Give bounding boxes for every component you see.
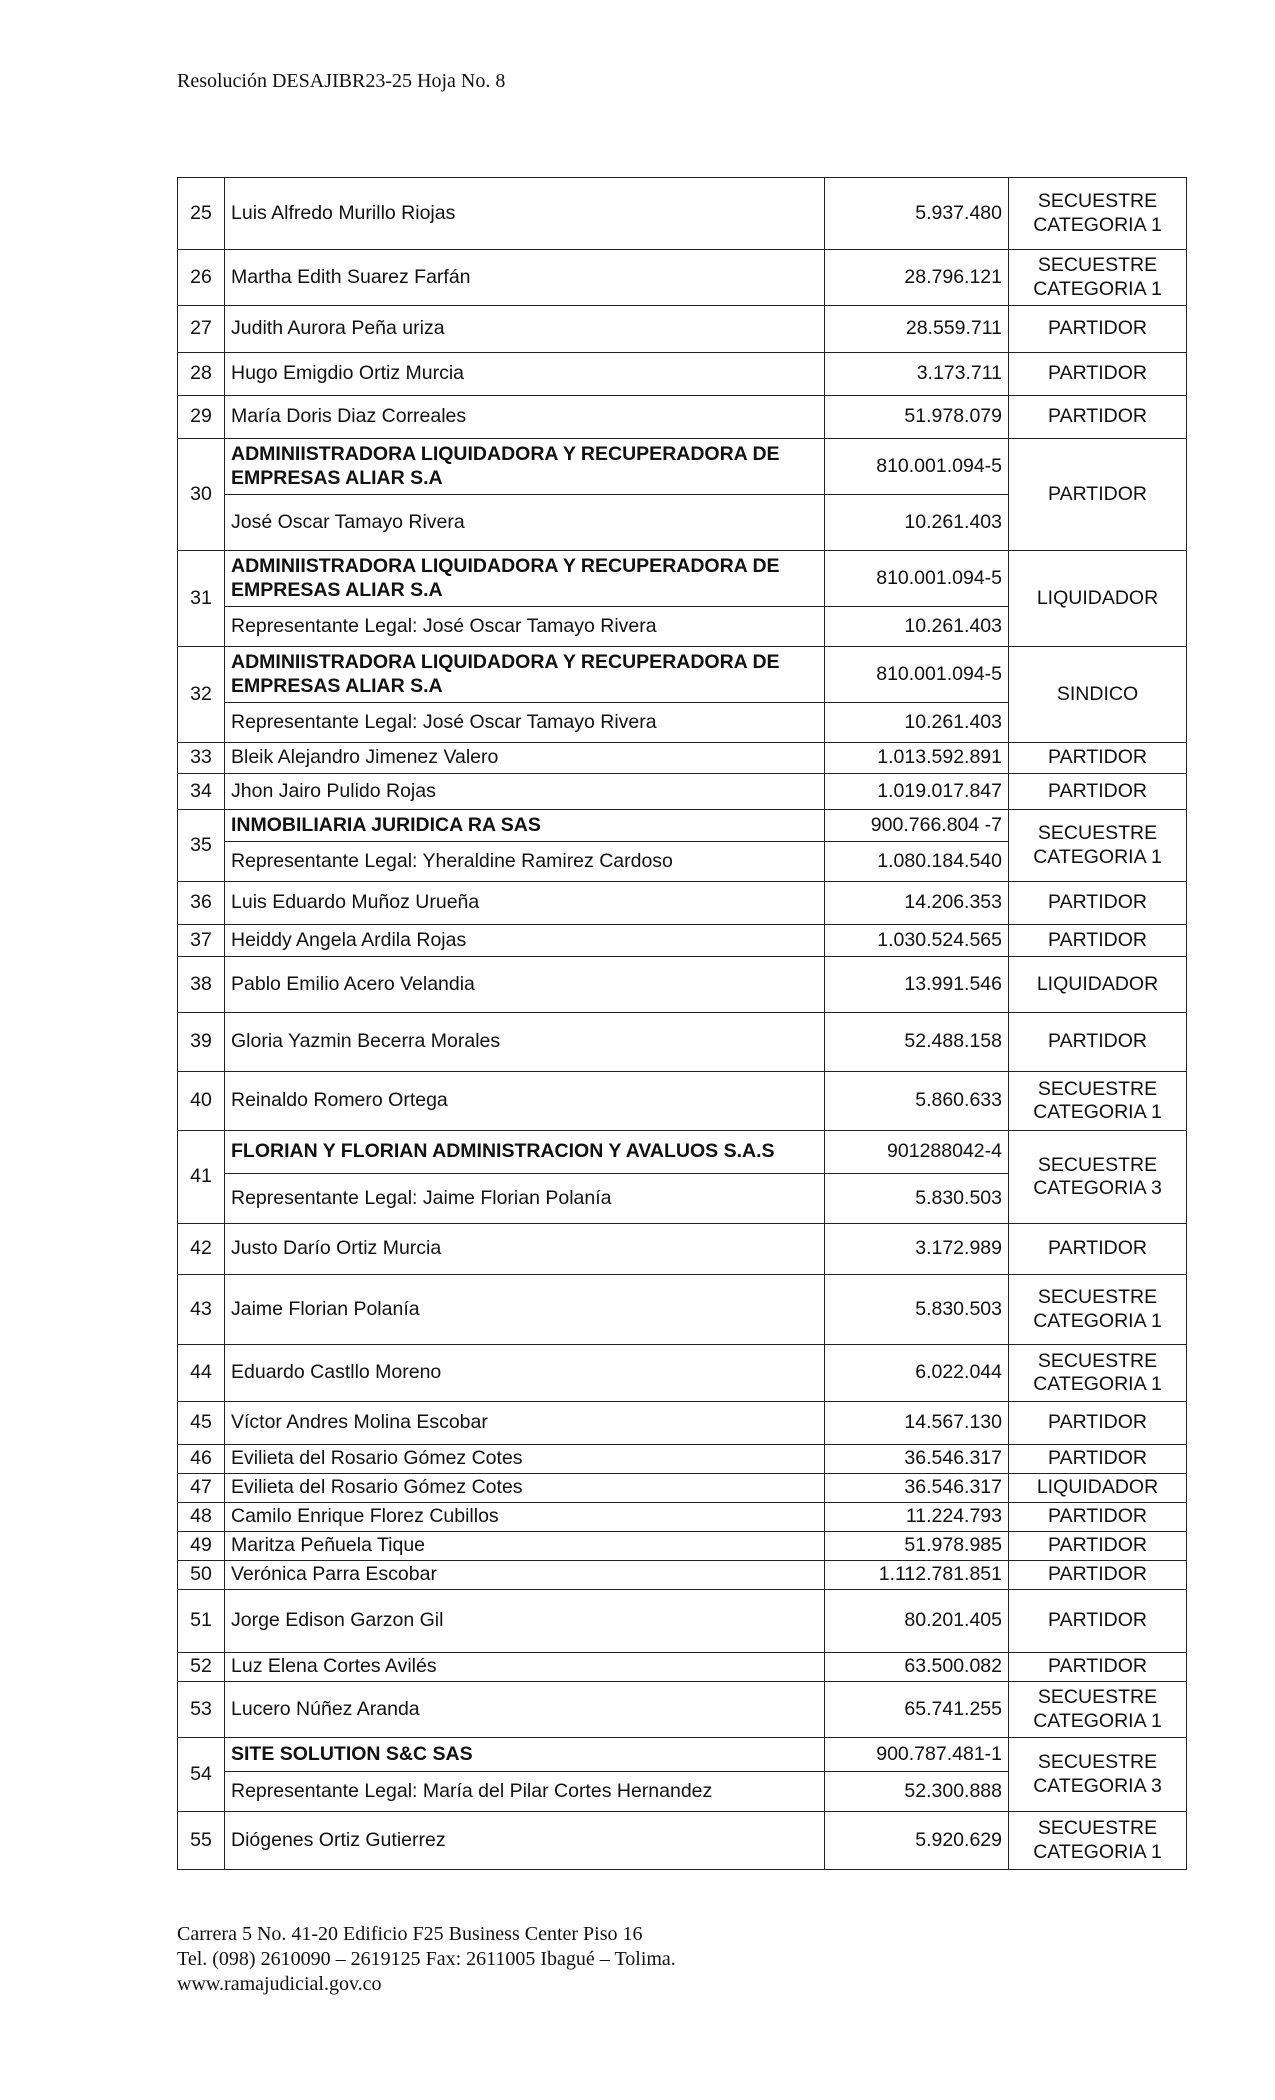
table-row	[178, 1072, 1187, 1131]
id-number: 36.546.317	[825, 1474, 1009, 1503]
role-cell: SECUESTRE CATEGORIA 1	[1009, 1812, 1187, 1870]
person-name: Camilo Enrique Florez Cubillos	[225, 1503, 825, 1532]
row-number: 49	[178, 1532, 225, 1561]
registry-table	[177, 177, 1187, 1870]
person-name: Heiddy Angela Ardila Rojas	[225, 925, 825, 957]
role-cell: SECUESTRE CATEGORIA 3	[1009, 1131, 1187, 1224]
id-number: 51.978.985	[825, 1532, 1009, 1561]
person-name: Diógenes Ortiz Gutierrez	[225, 1812, 825, 1870]
person-name: Jhon Jairo Pulido Rojas	[225, 774, 825, 810]
footer-address: Carrera 5 No. 41-20 Edificio F25 Business Center Piso 16	[177, 1923, 643, 1945]
row-number: 36	[178, 882, 225, 925]
person-name: Evilieta del Rosario Gómez Cotes	[225, 1445, 825, 1474]
id-number: 36.546.317	[825, 1445, 1009, 1474]
table-row	[178, 1131, 1187, 1174]
id-number: 28.796.121	[825, 250, 1009, 306]
table-row	[178, 925, 1187, 957]
id-number: 900.787.481-1	[825, 1738, 1009, 1772]
table-row	[178, 1445, 1187, 1474]
row-number: 37	[178, 925, 225, 957]
id-number: 14.206.353	[825, 882, 1009, 925]
company-name: INMOBILIARIA JURIDICA RA SAS	[225, 810, 825, 842]
id-number: 5.937.480	[825, 178, 1009, 250]
table-row	[178, 774, 1187, 810]
company-name: FLORIAN Y FLORIAN ADMINISTRACION Y AVALUOS S.A.S	[225, 1131, 825, 1174]
company-name: SITE SOLUTION S&C SAS	[225, 1738, 825, 1772]
row-number: 41	[178, 1131, 225, 1224]
row-number: 32	[178, 647, 225, 743]
person-name: Lucero Núñez Aranda	[225, 1682, 825, 1738]
row-number: 54	[178, 1738, 225, 1812]
id-number: 52.300.888	[825, 1772, 1009, 1812]
role-cell: LIQUIDADOR	[1009, 1474, 1187, 1503]
role-cell: PARTIDOR	[1009, 1561, 1187, 1590]
page-footer	[177, 1922, 676, 1997]
table-row	[178, 1738, 1187, 1772]
role-cell: SECUESTRE CATEGORIA 1	[1009, 1275, 1187, 1345]
row-number: 34	[178, 774, 225, 810]
table-row	[178, 1224, 1187, 1275]
table-row	[178, 1561, 1187, 1590]
person-name: José Oscar Tamayo Rivera	[225, 495, 825, 551]
role-cell: PARTIDOR	[1009, 1653, 1187, 1682]
table-row	[178, 1682, 1187, 1738]
person-name: Justo Darío Ortiz Murcia	[225, 1224, 825, 1275]
role-cell: SECUESTRE CATEGORIA 1	[1009, 1345, 1187, 1402]
id-number: 810.001.094-5	[825, 439, 1009, 495]
row-number: 25	[178, 178, 225, 250]
row-number: 51	[178, 1590, 225, 1653]
id-number: 1.030.524.565	[825, 925, 1009, 957]
table-row	[178, 1653, 1187, 1682]
row-number: 48	[178, 1503, 225, 1532]
role-cell: PARTIDOR	[1009, 1402, 1187, 1445]
registry-table-body	[178, 178, 1187, 1870]
person-name: Jorge Edison Garzon Gil	[225, 1590, 825, 1653]
id-number: 51.978.079	[825, 396, 1009, 439]
id-number: 63.500.082	[825, 1653, 1009, 1682]
row-number: 42	[178, 1224, 225, 1275]
row-number: 28	[178, 353, 225, 396]
row-number: 46	[178, 1445, 225, 1474]
role-cell: PARTIDOR	[1009, 353, 1187, 396]
table-row	[178, 647, 1187, 703]
id-number: 5.830.503	[825, 1174, 1009, 1224]
table-row	[178, 353, 1187, 396]
person-name: Maritza Peñuela Tique	[225, 1532, 825, 1561]
row-number: 44	[178, 1345, 225, 1402]
id-number: 1.019.017.847	[825, 774, 1009, 810]
row-number: 31	[178, 551, 225, 647]
table-row	[178, 1503, 1187, 1532]
table-row	[178, 396, 1187, 439]
role-cell: SECUESTRE CATEGORIA 3	[1009, 1738, 1187, 1812]
id-number: 11.224.793	[825, 1503, 1009, 1532]
row-number: 30	[178, 439, 225, 551]
id-number: 810.001.094-5	[825, 551, 1009, 607]
table-row	[178, 551, 1187, 607]
id-number: 1.013.592.891	[825, 743, 1009, 774]
row-number: 35	[178, 810, 225, 882]
id-number: 80.201.405	[825, 1590, 1009, 1653]
table-row	[178, 882, 1187, 925]
row-number: 47	[178, 1474, 225, 1503]
role-cell: PARTIDOR	[1009, 306, 1187, 353]
row-number: 38	[178, 957, 225, 1013]
id-number: 10.261.403	[825, 703, 1009, 743]
role-cell: PARTIDOR	[1009, 925, 1187, 957]
person-name: Bleik Alejandro Jimenez Valero	[225, 743, 825, 774]
role-cell: PARTIDOR	[1009, 1503, 1187, 1532]
table-row	[178, 439, 1187, 495]
row-number: 33	[178, 743, 225, 774]
role-cell: SECUESTRE CATEGORIA 1	[1009, 1072, 1187, 1131]
id-number: 13.991.546	[825, 957, 1009, 1013]
role-cell: SECUESTRE CATEGORIA 1	[1009, 250, 1187, 306]
row-number: 43	[178, 1275, 225, 1345]
role-cell: SECUESTRE CATEGORIA 1	[1009, 1682, 1187, 1738]
role-cell: LIQUIDADOR	[1009, 957, 1187, 1013]
person-name: Víctor Andres Molina Escobar	[225, 1402, 825, 1445]
role-cell: PARTIDOR	[1009, 1224, 1187, 1275]
role-cell: SINDICO	[1009, 647, 1187, 743]
person-name: Hugo Emigdio Ortiz Murcia	[225, 353, 825, 396]
table-row	[178, 1532, 1187, 1561]
person-name: Luis Alfredo Murillo Riojas	[225, 178, 825, 250]
table-row	[178, 1590, 1187, 1653]
person-name: Luis Eduardo Muñoz Urueña	[225, 882, 825, 925]
person-name: María Doris Diaz Correales	[225, 396, 825, 439]
row-number: 55	[178, 1812, 225, 1870]
row-number: 26	[178, 250, 225, 306]
role-cell: PARTIDOR	[1009, 396, 1187, 439]
table-row	[178, 1812, 1187, 1870]
id-number: 901288042-4	[825, 1131, 1009, 1174]
table-row	[178, 1474, 1187, 1503]
person-name: Eduardo Castllo Moreno	[225, 1345, 825, 1402]
table-row	[178, 810, 1187, 842]
id-number: 5.830.503	[825, 1275, 1009, 1345]
company-name: ADMINIISTRADORA LIQUIDADORA Y RECUPERADORA DE EMPRESAS ALIAR S.A	[225, 439, 825, 495]
table-row	[178, 743, 1187, 774]
person-name: Luz Elena Cortes Avilés	[225, 1653, 825, 1682]
id-number: 1.080.184.540	[825, 842, 1009, 882]
person-name: Verónica Parra Escobar	[225, 1561, 825, 1590]
id-number: 3.173.711	[825, 353, 1009, 396]
id-number: 3.172.989	[825, 1224, 1009, 1275]
role-cell: PARTIDOR	[1009, 743, 1187, 774]
table-row	[178, 306, 1187, 353]
row-number: 50	[178, 1561, 225, 1590]
id-number: 14.567.130	[825, 1402, 1009, 1445]
id-number: 52.488.158	[825, 1013, 1009, 1072]
id-number: 6.022.044	[825, 1345, 1009, 1402]
row-number: 29	[178, 396, 225, 439]
person-name: Martha Edith Suarez Farfán	[225, 250, 825, 306]
person-name: Reinaldo Romero Ortega	[225, 1072, 825, 1131]
table-row	[178, 178, 1187, 250]
id-number: 5.860.633	[825, 1072, 1009, 1131]
role-cell: PARTIDOR	[1009, 1532, 1187, 1561]
person-name: Judith Aurora Peña uriza	[225, 306, 825, 353]
company-name: ADMINIISTRADORA LIQUIDADORA Y RECUPERADORA DE EMPRESAS ALIAR S.A	[225, 551, 825, 607]
table-row	[178, 1345, 1187, 1402]
id-number: 28.559.711	[825, 306, 1009, 353]
id-number: 5.920.629	[825, 1812, 1009, 1870]
table-row	[178, 1275, 1187, 1345]
row-number: 39	[178, 1013, 225, 1072]
person-name: Representante Legal: Yheraldine Ramirez Cardoso	[225, 842, 825, 882]
row-number: 52	[178, 1653, 225, 1682]
table-row	[178, 250, 1187, 306]
footer-website: www.ramajudicial.gov.co	[177, 1973, 382, 1995]
table-row	[178, 1013, 1187, 1072]
role-cell: SECUESTRE CATEGORIA 1	[1009, 178, 1187, 250]
id-number: 810.001.094-5	[825, 647, 1009, 703]
role-cell: PARTIDOR	[1009, 1013, 1187, 1072]
role-cell: PARTIDOR	[1009, 439, 1187, 551]
company-name: ADMINIISTRADORA LIQUIDADORA Y RECUPERADORA DE EMPRESAS ALIAR S.A	[225, 647, 825, 703]
person-name: Representante Legal: José Oscar Tamayo Rivera	[225, 607, 825, 647]
role-cell: PARTIDOR	[1009, 774, 1187, 810]
row-number: 40	[178, 1072, 225, 1131]
role-cell: LIQUIDADOR	[1009, 551, 1187, 647]
id-number: 65.741.255	[825, 1682, 1009, 1738]
person-name: Pablo Emilio Acero Velandia	[225, 957, 825, 1013]
role-cell: SECUESTRE CATEGORIA 1	[1009, 810, 1187, 882]
role-cell: PARTIDOR	[1009, 1445, 1187, 1474]
role-cell: PARTIDOR	[1009, 882, 1187, 925]
person-name: Representante Legal: Jaime Florian Polanía	[225, 1174, 825, 1224]
row-number: 53	[178, 1682, 225, 1738]
person-name: Evilieta del Rosario Gómez Cotes	[225, 1474, 825, 1503]
table-row	[178, 957, 1187, 1013]
person-name: Representante Legal: María del Pilar Cortes Hernandez	[225, 1772, 825, 1812]
row-number: 27	[178, 306, 225, 353]
footer-phone: Tel. (098) 2610090 – 2619125 Fax: 2611005 Ibagué – Tolima.	[177, 1948, 676, 1970]
person-name: Representante Legal: José Oscar Tamayo Rivera	[225, 703, 825, 743]
role-cell: PARTIDOR	[1009, 1590, 1187, 1653]
table-row	[178, 1402, 1187, 1445]
person-name: Jaime Florian Polanía	[225, 1275, 825, 1345]
id-number: 1.112.781.851	[825, 1561, 1009, 1590]
row-number: 45	[178, 1402, 225, 1445]
id-number: 10.261.403	[825, 495, 1009, 551]
id-number: 900.766.804 -7	[825, 810, 1009, 842]
page-header: Resolución DESAJIBR23-25 Hoja No. 8	[177, 70, 506, 92]
id-number: 10.261.403	[825, 607, 1009, 647]
person-name: Gloria Yazmin Becerra Morales	[225, 1013, 825, 1072]
